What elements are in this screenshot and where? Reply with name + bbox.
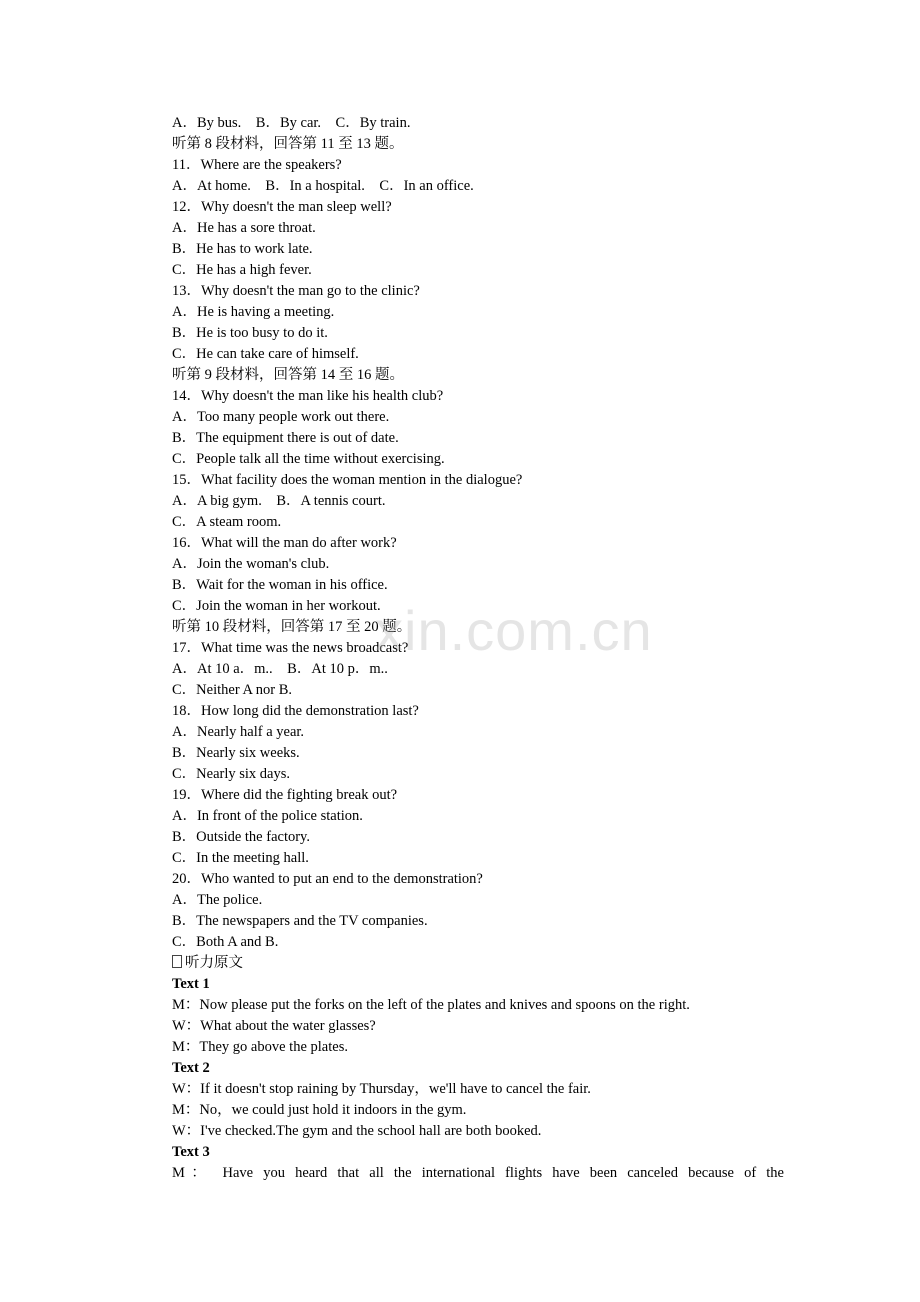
text-line: 13．Why doesn't the man go to the clinic? bbox=[172, 283, 420, 299]
text-line: 15．What facility does the woman mention in the dialogue? bbox=[172, 472, 523, 488]
text-line: B．The equipment there is out of date. bbox=[172, 430, 399, 446]
section-heading: Text 2 bbox=[172, 1060, 210, 1076]
text-line: C．Join the woman in her workout. bbox=[172, 598, 381, 614]
text-line: A．By bus. B．By car. C．By train. bbox=[172, 115, 411, 131]
text-line: A．At 10 a．m.. B．At 10 p．m.. bbox=[172, 661, 388, 677]
transcript-line: M： Have you heard that all the international flights have been canceled because of the bbox=[172, 1165, 784, 1181]
text-line: A．He has a sore throat. bbox=[172, 220, 316, 236]
text-line: C．Neither A nor B. bbox=[172, 682, 293, 698]
text-line: 听第 9 段材料，回答第 14 至 16 题。 bbox=[172, 367, 404, 383]
text-line: A．Nearly half a year. bbox=[172, 724, 305, 740]
section-heading: Text 3 bbox=[172, 1144, 210, 1160]
text-line: A．A big gym. B．A tennis court. bbox=[172, 493, 386, 509]
transcript-heading bbox=[172, 953, 784, 974]
text-line: A．He is having a meeting. bbox=[172, 304, 335, 320]
transcript-line: M：Now please put the forks on the left of the plates and knives and spoons on the right. bbox=[172, 997, 690, 1013]
transcript-line: W：I've checked.The gym and the school hall are both booked. bbox=[172, 1123, 542, 1139]
transcript-line: M：They go above the plates. bbox=[172, 1039, 348, 1055]
checkbox-glyph-icon bbox=[172, 955, 182, 968]
section-heading: Text 1 bbox=[172, 976, 210, 992]
text-line: 19．Where did the fighting break out? bbox=[172, 787, 398, 803]
text-line: B．The newspapers and the TV companies. bbox=[172, 913, 428, 929]
text-line: C．He can take care of himself. bbox=[172, 346, 359, 362]
text-line: B．He is too busy to do it. bbox=[172, 325, 328, 341]
text-line: B．He has to work late. bbox=[172, 241, 313, 257]
text-line: B．Wait for the woman in his office. bbox=[172, 577, 388, 593]
text-line: 14．Why doesn't the man like his health club? bbox=[172, 388, 444, 404]
text-line: C．He has a high fever. bbox=[172, 262, 312, 278]
text-line: C．People talk all the time without exercising. bbox=[172, 451, 445, 467]
watermark: xin.com.cn bbox=[375, 599, 653, 662]
text-line: C．Both A and B. bbox=[172, 934, 279, 950]
document-page bbox=[172, 113, 784, 1184]
text-line: A．At home. B．In a hospital. C．In an office. bbox=[172, 178, 474, 194]
text-line: 16．What will the man do after work? bbox=[172, 535, 397, 551]
text-line: B．Outside the factory. bbox=[172, 829, 310, 845]
transcript-line: W：If it doesn't stop raining by Thursday，we'll have to cancel the fair. bbox=[172, 1081, 591, 1097]
text-line: 11．Where are the speakers? bbox=[172, 157, 342, 173]
text-line: 18．How long did the demonstration last? bbox=[172, 703, 419, 719]
text-line: 听第 10 段材料，回答第 17 至 20 题。 bbox=[172, 619, 412, 635]
text-line: A．In front of the police station. bbox=[172, 808, 363, 824]
transcript-line: W：What about the water glasses? bbox=[172, 1018, 376, 1034]
text-line: C．Nearly six days. bbox=[172, 766, 290, 782]
text-line: 17．What time was the news broadcast? bbox=[172, 640, 409, 656]
text-line: A．Too many people work out there. bbox=[172, 409, 390, 425]
text-line: B．Nearly six weeks. bbox=[172, 745, 300, 761]
text-line: C．A steam room. bbox=[172, 514, 282, 530]
transcript-heading-text: 听力原文 bbox=[185, 955, 243, 971]
text-line: A．Join the woman's club. bbox=[172, 556, 330, 572]
text-line: 听第 8 段材料，回答第 11 至 13 题。 bbox=[172, 136, 404, 152]
text-line: 12．Why doesn't the man sleep well? bbox=[172, 199, 392, 215]
transcript-line: M：No，we could just hold it indoors in the gym. bbox=[172, 1102, 467, 1118]
text-line: 20．Who wanted to put an end to the demonstration? bbox=[172, 871, 483, 887]
text-line: C．In the meeting hall. bbox=[172, 850, 309, 866]
text-line: A．The police. bbox=[172, 892, 263, 908]
